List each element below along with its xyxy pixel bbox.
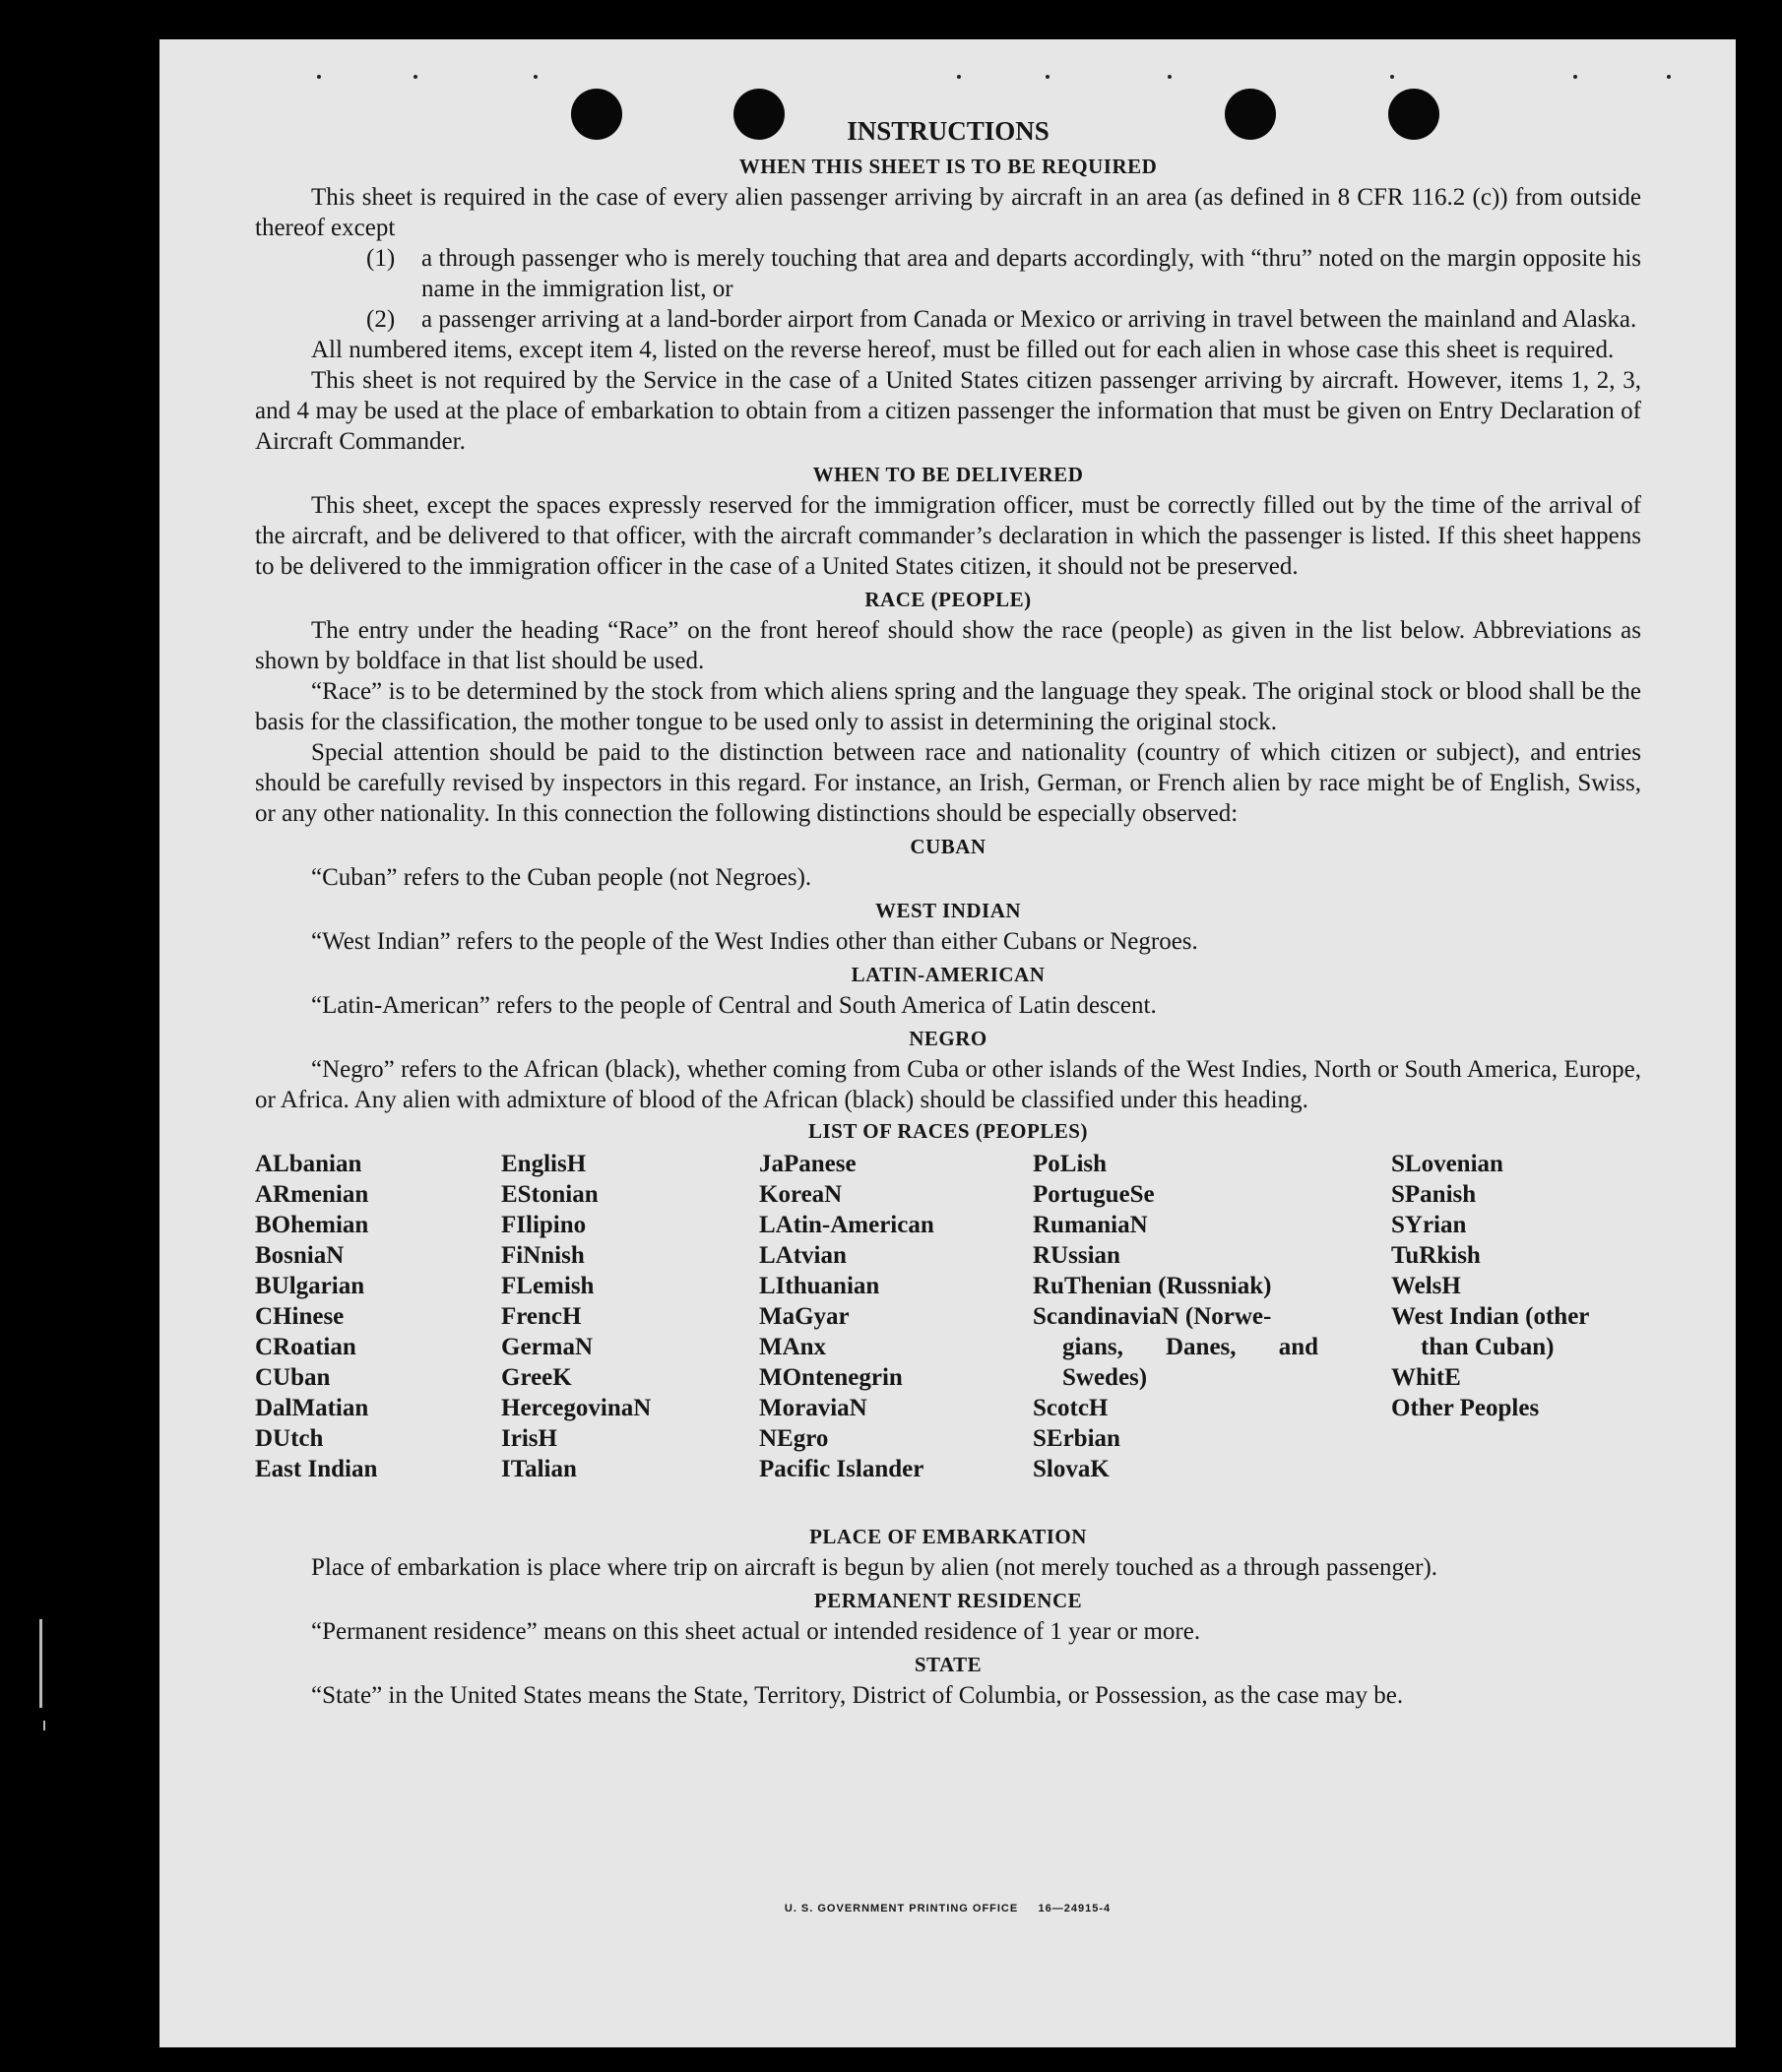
paragraph: “Race” is to be determined by the stock from which aliens spring and the language they speak. The original stock or blood shall be the basis for the classification, the mother tongue to be used only to assist in determining the original stock.: [255, 678, 1641, 735]
race-item: IrisH: [501, 1425, 557, 1452]
race-item: ScotcH: [1033, 1395, 1109, 1421]
document-page: [159, 39, 1736, 2047]
races-column-1: [255, 1149, 491, 1484]
race-item: Pacific Islander: [759, 1456, 924, 1482]
paragraph: “West Indian” refers to the people of the West Indies other than either Cubans or Negroes.: [311, 928, 1198, 955]
race-item: DalMatian: [255, 1395, 369, 1421]
paragraph: This sheet, except the spaces expressly reserved for the immigration officer, must be correctly filled out by the time of the arrival of the aircraft, and be delivered to that officer, with the aircraft commander’s declaration in which the passenger is listed. If this sheet happens to be delivered to the immigration officer in the case of a United States citizen, it should not be preserved.: [255, 492, 1641, 580]
race-item: CHinese: [255, 1303, 345, 1330]
speck: [1046, 75, 1050, 79]
section-heading: NEGRO: [909, 1027, 987, 1050]
race-item: EnglisH: [501, 1151, 587, 1177]
section-heading: PLACE OF EMBARKATION: [809, 1525, 1087, 1548]
paragraph: All numbered items, except item 4, listed on the reverse hereof, must be filled out for each alien in whose case this sheet is required.: [311, 337, 1615, 363]
race-item: Other Peoples: [1391, 1395, 1540, 1421]
races-list: [255, 1149, 1641, 1519]
paragraph: This sheet is not required by the Service in the case of a United States citizen passenger arriving by aircraft. However, items 1, 2, 3, and 4 may be used at the place of embarkation to obtain from a citizen passenger the information that must be given on Entry Declaration of Aircraft Commander.: [255, 367, 1641, 455]
race-item: RuThenian (Russniak): [1033, 1273, 1272, 1299]
race-item: GermaN: [501, 1334, 594, 1360]
speck: [1667, 75, 1671, 79]
race-item: SErbian: [1033, 1425, 1120, 1452]
race-item: MaGyar: [759, 1303, 850, 1330]
speck: [957, 75, 961, 79]
instructions-content: [255, 113, 1641, 1711]
race-item: NEgro: [759, 1425, 829, 1452]
races-column-4: [1033, 1149, 1318, 1484]
item-number: (1): [366, 245, 396, 272]
race-item: TuRkish: [1391, 1242, 1481, 1269]
race-item: JaPanese: [759, 1151, 857, 1177]
paragraph: Place of embarkation is place where trip on aircraft is begun by alien (not merely touched as a through passenger).: [311, 1554, 1438, 1581]
list-item: [255, 304, 1641, 335]
race-item: MoraviaN: [759, 1395, 867, 1421]
paragraph: “State” in the United States means the State, Territory, District of Columbia, or Possession, as the case may be.: [311, 1682, 1404, 1709]
paragraph: Special attention should be paid to the distinction between race and nationality (country of which citizen or subject), and entries should be carefully revised by inspectors in this regard. For instance, an Irish, German, or French alien by race might be of English, Swiss, or any other nationality. In this connection the following distinctions should be especially observed:: [255, 739, 1641, 827]
scan-artifact: [39, 1619, 42, 1708]
section-heading: CUBAN: [910, 835, 986, 858]
races-column-5: [1391, 1149, 1641, 1423]
race-item: RUssian: [1033, 1242, 1120, 1269]
paragraph: “Negro” refers to the African (black), whether coming from Cuba or other islands of the West Indies, North or South America, Europe, or Africa. Any alien with admixture of blood of the African (black) should be classified under this heading.: [255, 1056, 1641, 1113]
section-heading: WEST INDIAN: [874, 899, 1022, 922]
race-item: CUban: [255, 1364, 331, 1391]
page-title: INSTRUCTIONS: [847, 116, 1050, 146]
race-item: ITalian: [501, 1456, 577, 1482]
exceptions-list: [255, 243, 1641, 335]
races-column-3: [759, 1149, 1025, 1484]
race-item: PoLish: [1033, 1151, 1108, 1177]
paragraph: “Latin-American” refers to the people of Central and South America of Latin descent.: [311, 992, 1157, 1019]
section-heading: LATIN-AMERICAN: [851, 963, 1046, 986]
race-item-continuation: than Cuban): [1421, 1334, 1555, 1360]
race-item: WelsH: [1391, 1273, 1461, 1299]
paragraph: The entry under the heading “Race” on the front hereof should show the race (people) as given in the list below. Abbreviations as shown by boldface in that list should be used.: [255, 617, 1641, 674]
section-heading: RACE (PEOPLE): [864, 588, 1032, 611]
race-item: SPanish: [1391, 1181, 1477, 1208]
race-item: ScandinaviaN (Norwe-: [1033, 1303, 1272, 1330]
race-item: MOntenegrin: [759, 1364, 903, 1391]
speck: [534, 75, 538, 79]
race-item: GreeK: [501, 1364, 572, 1391]
speck: [1168, 75, 1172, 79]
race-item: DUtch: [255, 1425, 324, 1452]
race-item: PortugueSe: [1033, 1181, 1155, 1208]
paragraph: “Permanent residence” means on this sheet actual or intended residence of 1 year or more.: [311, 1618, 1201, 1645]
speck: [1390, 75, 1394, 79]
scan-artifact: [43, 1721, 45, 1730]
item-text: a passenger arriving at a land-border airport from Canada or Mexico or arriving in travel between the mainland and Alaska.: [421, 306, 1637, 333]
race-item: LIthuanian: [759, 1273, 880, 1299]
race-item: BOhemian: [255, 1212, 369, 1238]
printer-imprint: U. S. GOVERNMENT PRINTING OFFICE 16—24915-4: [784, 1903, 1112, 1915]
race-item: KoreaN: [759, 1181, 843, 1208]
race-item: LAtvian: [759, 1242, 847, 1269]
race-item: FIlipino: [501, 1212, 587, 1238]
race-item: SYrian: [1391, 1212, 1467, 1238]
section-heading: WHEN TO BE DELIVERED: [812, 463, 1084, 486]
race-item: West Indian (other: [1391, 1303, 1590, 1330]
race-item-continuation: gians, Danes, and: [1062, 1334, 1318, 1360]
section-heading: STATE: [914, 1653, 983, 1676]
race-item: FrencH: [501, 1303, 582, 1330]
race-item-continuation: Swedes): [1062, 1364, 1148, 1391]
section-heading: LIST OF RACES (PEOPLES): [808, 1119, 1088, 1143]
race-item: EStonian: [501, 1181, 599, 1208]
race-item: RumaniaN: [1033, 1212, 1148, 1238]
item-text: a through passenger who is merely touching that area and departs accordingly, with “thru” noted on the margin opposite his name in the immigration list, or: [421, 245, 1641, 302]
race-item: WhitE: [1391, 1364, 1461, 1391]
section-heading: WHEN THIS SHEET IS TO BE REQUIRED: [738, 155, 1158, 178]
section-heading: PERMANENT RESIDENCE: [813, 1589, 1083, 1612]
race-item: HercegovinaN: [501, 1395, 652, 1421]
race-item: East Indian: [255, 1456, 378, 1482]
race-item: FLemish: [501, 1273, 595, 1299]
race-item: FiNnish: [501, 1242, 585, 1269]
speck: [1573, 75, 1577, 79]
speck: [317, 75, 321, 79]
race-item: LAtin-American: [759, 1212, 934, 1238]
race-item: ALbanian: [255, 1151, 362, 1177]
race-item: SLovenian: [1391, 1151, 1503, 1177]
race-item: MAnx: [759, 1334, 827, 1360]
paragraph: “Cuban” refers to the Cuban people (not Negroes).: [311, 864, 812, 891]
race-item: BosniaN: [255, 1242, 345, 1269]
item-number: (2): [366, 306, 396, 333]
race-item: CRoatian: [255, 1334, 356, 1360]
list-item: [255, 243, 1641, 304]
races-column-2: [501, 1149, 747, 1484]
race-item: SlovaK: [1033, 1456, 1110, 1482]
speck: [414, 75, 417, 79]
race-item: ARmenian: [255, 1181, 369, 1208]
paragraph: This sheet is required in the case of every alien passenger arriving by aircraft in an area (as defined in 8 CFR 116.2 (c)) from outside thereof except: [255, 184, 1641, 241]
race-item: BUlgarian: [255, 1273, 365, 1299]
